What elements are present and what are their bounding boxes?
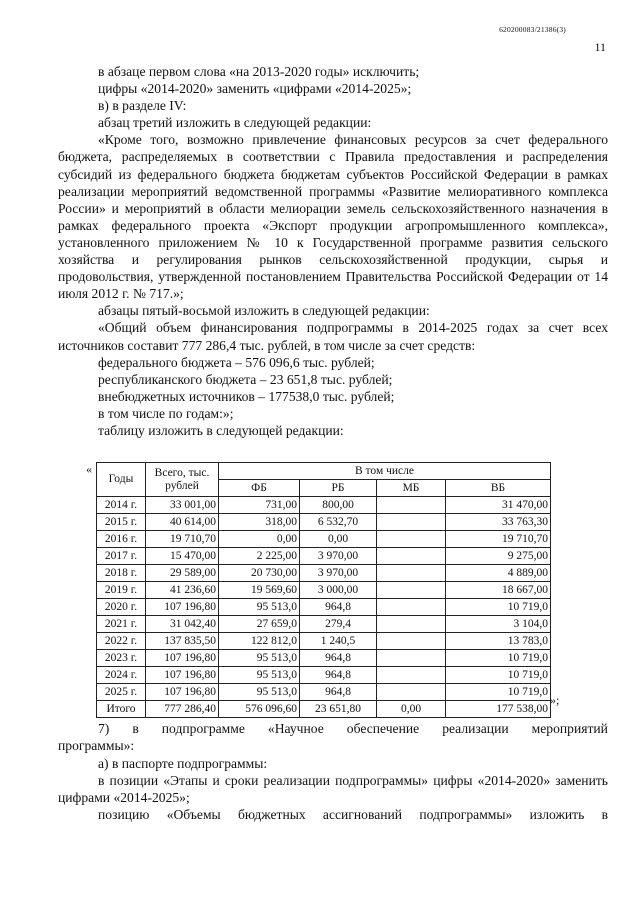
table-row (97, 497, 551, 514)
paragraph: в позиции «Этапы и сроки реализации подпрограммы» цифры «2014-2020» заменить цифрами «2014-2025»; (58, 772, 608, 806)
cell-total: 33 001,00 (146, 497, 219, 514)
table-row (97, 701, 551, 718)
cell-total: 777 286,40 (146, 701, 219, 718)
word: 7) (98, 721, 110, 736)
cell-vb: 177 538,00 (446, 701, 551, 718)
paragraph: цифры «2014-2020» заменить «цифрами «2014-2025»; (98, 81, 412, 97)
cell-vb: 4 889,00 (446, 565, 551, 582)
word: «Научное (267, 721, 324, 736)
cell-vb: 3 104,0 (446, 616, 551, 633)
paragraph: таблицу изложить в следующей редакции: (98, 422, 344, 438)
cell-mb (377, 599, 446, 616)
table-row (97, 599, 551, 616)
table-row (97, 667, 551, 684)
paragraph-item-7 (58, 720, 608, 737)
cell-mb (377, 514, 446, 531)
paragraph: абзацы пятый-восьмой изложить в следующей редакции: (98, 303, 430, 319)
cell-year: 2016 г. (97, 531, 146, 548)
table-row (97, 650, 551, 667)
cell-total: 31 042,40 (146, 616, 219, 633)
cell-fb: 576 096,60 (219, 701, 300, 718)
cell-total: 40 614,00 (146, 514, 219, 531)
cell-mb (377, 531, 446, 548)
cell-total: 107 196,80 (146, 650, 219, 667)
paragraph: федерального бюджета – 576 096,6 тыс. рублей; (98, 354, 375, 370)
cell-total: 107 196,80 (146, 599, 219, 616)
cell-rb: 6 532,70 (300, 514, 377, 531)
cell-vb: 10 719,0 (446, 684, 551, 701)
financing-table-wrapper (86, 462, 560, 718)
cell-total: 19 710,70 (146, 531, 219, 548)
table-row (97, 684, 551, 701)
cell-fb: 95 513,0 (219, 650, 300, 667)
cell-year: 2025 г. (97, 684, 146, 701)
word: в (132, 721, 139, 736)
document-body-bottom (58, 720, 608, 824)
cell-mb (377, 616, 446, 633)
cell-year: 2020 г. (97, 599, 146, 616)
cell-mb (377, 684, 446, 701)
document-number: 620200083/21386(3) (499, 25, 566, 34)
cell-mb (377, 667, 446, 684)
header-including: В том числе (219, 463, 551, 480)
table-row (97, 531, 551, 548)
table-row (97, 565, 551, 582)
word: мероприятий (531, 721, 608, 736)
cell-year: 2022 г. (97, 633, 146, 650)
cell-rb: 3 000,00 (300, 582, 377, 599)
table-row (97, 633, 551, 650)
financing-table (96, 462, 551, 718)
header-years: Годы (97, 463, 146, 497)
paragraph: программы»: (58, 738, 135, 754)
header-total-line2: рублей (165, 479, 199, 492)
table-close-quote: »; (550, 693, 560, 707)
cell-rb: 964,8 (300, 599, 377, 616)
cell-rb: 800,00 (300, 497, 377, 514)
header-rb: РБ (300, 480, 377, 497)
word: подпрограмме (161, 721, 245, 736)
cell-fb: 0,00 (219, 531, 300, 548)
cell-rb: 964,8 (300, 667, 377, 684)
header-total-line1: Всего, тыс. (154, 466, 210, 479)
cell-vb: 10 719,0 (446, 650, 551, 667)
document-body (58, 63, 608, 439)
table-row (97, 548, 551, 565)
word: обеспечение (346, 721, 420, 736)
cell-vb: 19 710,70 (446, 531, 551, 548)
cell-mb (377, 548, 446, 565)
cell-mb (377, 497, 446, 514)
cell-year: 2023 г. (97, 650, 146, 667)
paragraph: в том числе по годам:»; (98, 405, 234, 421)
cell-fb: 95 513,0 (219, 667, 300, 684)
paragraph: в) в разделе IV: (98, 98, 187, 114)
cell-vb: 10 719,0 (446, 667, 551, 684)
cell-rb: 964,8 (300, 650, 377, 667)
cell-year: 2019 г. (97, 582, 146, 599)
table-row (97, 616, 551, 633)
cell-rb: 964,8 (300, 684, 377, 701)
cell-vb: 13 783,0 (446, 633, 551, 650)
paragraph: республиканского бюджета – 23 651,8 тыс. рублей; (98, 371, 393, 387)
cell-total: 15 470,00 (146, 548, 219, 565)
cell-vb: 10 719,0 (446, 599, 551, 616)
paragraph: позицию «Объемы бюджетных ассигнований подпрограммы» изложить в (98, 807, 608, 823)
paragraph: внебюджетных источников – 177538,0 тыс. рублей; (98, 388, 395, 404)
cell-year: 2015 г. (97, 514, 146, 531)
cell-fb: 19 569,60 (219, 582, 300, 599)
table-open-quote: « (86, 462, 92, 476)
paragraph: абзац третий изложить в следующей редакции: (98, 115, 372, 131)
cell-mb (377, 565, 446, 582)
cell-rb: 23 651,80 (300, 701, 377, 718)
cell-fb: 318,00 (219, 514, 300, 531)
cell-rb: 0,00 (300, 531, 377, 548)
cell-total: 29 589,00 (146, 565, 219, 582)
cell-fb: 95 513,0 (219, 684, 300, 701)
cell-vb: 33 763,30 (446, 514, 551, 531)
cell-fb: 20 730,00 (219, 565, 300, 582)
header-fb: ФБ (219, 480, 300, 497)
paragraph: «Общий объем финансирования подпрограммы в 2014-2025 годах за счет всех источников составит 777 286,4 тыс. рублей, в том числе за счет средств: (58, 320, 608, 353)
paragraph: «Кроме того, возможно привлечение финансовых ресурсов за счет федерального бюджета, распределяемых в соответствии с Правила предоставления и распределения субсидий из федерального бюджета бюджетам субъектов Российской Федерации в рамках реализации мероприятий ведомственной программы «Развитие мелиоративного комплекса России» и мероприятий в области мелиорации земель сельскохозяйственного назначения в рамках федерального проекта «Экспорт продукции агропромышленного комплекса», установленного приложением № 10 к Государственной программе развития сельского хозяйства и регулирования рынков сельскохозяйственной продукции, сырья и продовольствия, утвержденной постановлением Правительства Российской Федерации от 14 июля 2012 г. № 717.»; (58, 132, 608, 302)
cell-year: 2024 г. (97, 667, 146, 684)
cell-year: 2014 г. (97, 497, 146, 514)
cell-rb: 3 970,00 (300, 565, 377, 582)
cell-fb: 731,00 (219, 497, 300, 514)
cell-vb: 31 470,00 (446, 497, 551, 514)
cell-fb: 27 659,0 (219, 616, 300, 633)
cell-fb: 95 513,0 (219, 599, 300, 616)
cell-rb: 3 970,00 (300, 548, 377, 565)
header-mb: МБ (377, 480, 446, 497)
cell-mb (377, 633, 446, 650)
table-row (97, 582, 551, 599)
cell-fb: 2 225,00 (219, 548, 300, 565)
header-total (146, 463, 219, 497)
cell-total: 107 196,80 (146, 684, 219, 701)
cell-fb: 122 812,0 (219, 633, 300, 650)
paragraph: а) в паспорте подпрограммы: (98, 755, 268, 771)
cell-vb: 18 667,00 (446, 582, 551, 599)
cell-total: 137 835,50 (146, 633, 219, 650)
cell-mb (377, 582, 446, 599)
table-row (97, 514, 551, 531)
cell-total: 107 196,80 (146, 667, 219, 684)
cell-year: Итого (97, 701, 146, 718)
cell-mb (377, 650, 446, 667)
word: реализации (442, 721, 509, 736)
header-vb: ВБ (446, 480, 551, 497)
cell-mb: 0,00 (377, 701, 446, 718)
paragraph: в абзаце первом слова «на 2013-2020 годы» исключить; (98, 64, 420, 79)
table-body (97, 497, 551, 718)
cell-year: 2018 г. (97, 565, 146, 582)
page-number: 11 (594, 40, 606, 54)
cell-rb: 279,4 (300, 616, 377, 633)
cell-year: 2021 г. (97, 616, 146, 633)
cell-total: 41 236,60 (146, 582, 219, 599)
cell-rb: 1 240,5 (300, 633, 377, 650)
cell-year: 2017 г. (97, 548, 146, 565)
cell-vb: 9 275,00 (446, 548, 551, 565)
